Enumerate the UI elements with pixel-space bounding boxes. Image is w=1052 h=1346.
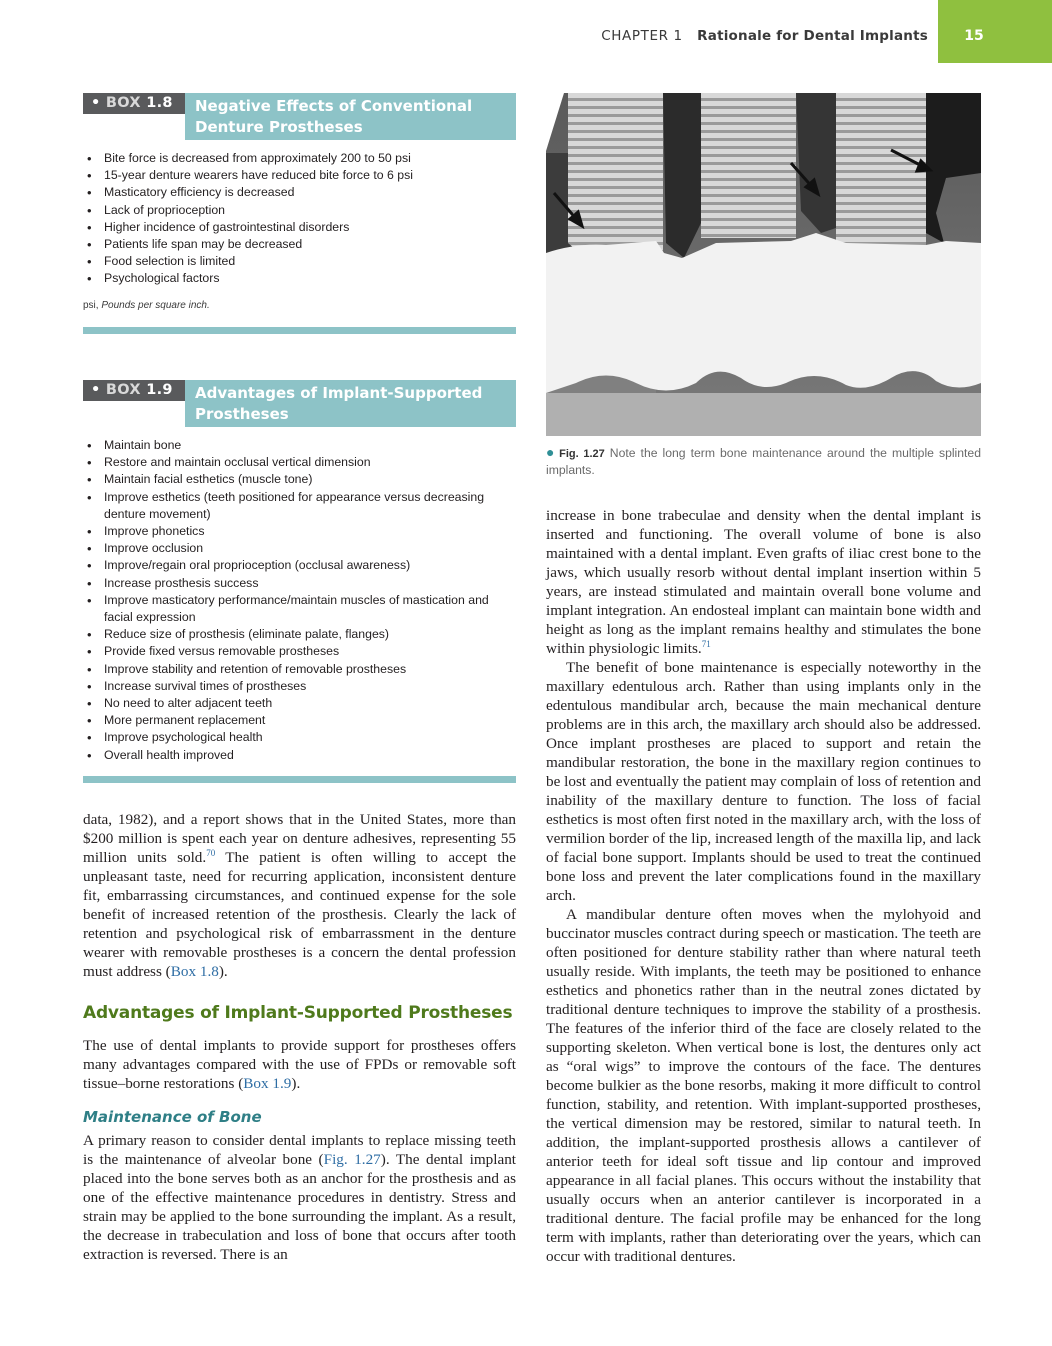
box-1-9-bottom-rule: [83, 776, 516, 783]
list-item: • Higher incidence of gastrointestinal disorders: [85, 219, 515, 236]
caption-text: Note the long term bone maintenance around the multiple splinted implants.: [546, 446, 981, 477]
box-1-8-link[interactable]: Box 1.8: [170, 963, 219, 980]
list-item: • Improve stability and retention of removable prostheses: [85, 661, 515, 678]
box-footnote: [83, 300, 210, 311]
list-item: • More permanent replacement: [85, 712, 515, 729]
figure-number: Fig. 1.27: [559, 448, 605, 460]
box-1-8-list: [85, 150, 515, 288]
list-item: • Reduce size of prosthesis (eliminate palate, flanges): [85, 626, 515, 643]
box-1-9-link[interactable]: Box 1.9: [243, 1075, 292, 1092]
box-number: 1.9: [146, 382, 173, 398]
text-run: The patient is often willing to accept the unpleasant taste, need for recurring application, inconsistent denture fit, embarrassing circumstances, and continued expense for the sole benefit of increased retention of the prosthesis. Clearly the lack of retention and psychological risk of embarrassment in the denture wearer with removable prostheses is a concern the dental profession must address (: [83, 849, 516, 980]
box-label: BOX: [105, 95, 141, 111]
list-item: • Improve occlusion: [85, 540, 515, 557]
list-item: • Overall health improved: [85, 747, 515, 764]
footnote-text: Pounds per square inch.: [101, 300, 210, 311]
box-1-9-header: [83, 380, 516, 427]
bullet-icon: •: [91, 382, 106, 398]
list-item: • Patients life span may be decreased: [85, 236, 515, 253]
page-number: 15: [964, 28, 984, 44]
text-run: data, 1982), and a report shows that in the United States, more than $200 million is spent each year on denture adhesives, representing 55 million units sold.: [83, 811, 516, 866]
text-run: The use of dental implants to provide support for prostheses offers many advantages compared with the use of FPDs or removable soft tissue–borne restorations (: [83, 1037, 516, 1092]
list-item: • Maintain facial esthetics (muscle tone): [85, 471, 515, 488]
box-tag: [83, 380, 185, 401]
right-para-2: The benefit of bone maintenance is especially noteworthy in the maxillary edentulous arch. Rather than using implants only in the edentulous mandibular arch, because the main mechanical denture problems are in this arch, the maxillary arch should also be addressed. Once implant prostheses are placed to support and retain the mandibular restoration, the bone in the maxillary region continues to be lost and eventually the patient may complain of loss of retention and inability of the maxillary denture to function. The loss of facial esthetics is most often first noted in the maxillary arch, with the loss of vermilion border of the lip, increased length of the maxilla lip, and lack of facial bone support. Implants should be used to treat the continued bone loss and prevent the later complications found in the maxillary arch.: [546, 659, 981, 904]
caption-bullet-icon: ●: [546, 444, 557, 460]
list-item: • Provide fixed versus removable prostheses: [85, 643, 515, 660]
list-item: • Increase survival times of prostheses: [85, 678, 515, 695]
running-head: [601, 28, 928, 44]
box-1-9-list: [85, 437, 515, 764]
section-heading: Advantages of Implant-Supported Prostheses: [83, 1003, 513, 1023]
box-title: Advantages of Implant-Supported Prostheses: [195, 384, 483, 423]
list-item: • Improve esthetics (teeth positioned for appearance versus decreasing denture movement): [85, 489, 515, 523]
right-column: [546, 506, 981, 1266]
left-para-2: [83, 1036, 516, 1093]
box-1-8-bottom-rule: [83, 327, 516, 334]
chapter-title: Rationale for Dental Implants: [697, 28, 928, 44]
subsection-heading: Maintenance of Bone: [83, 1108, 262, 1126]
reference-70[interactable]: 70: [206, 847, 216, 858]
list-item: • Masticatory efficiency is decreased: [85, 184, 515, 201]
text-run: ).: [218, 963, 228, 980]
radiograph-figure: [546, 93, 981, 436]
figure-caption: [546, 444, 981, 478]
list-item: • Lack of proprioception: [85, 202, 515, 219]
bullet-icon: •: [91, 95, 106, 111]
footnote-abbr: psi,: [83, 300, 99, 311]
radiograph-image: [546, 93, 981, 436]
list-item: • Improve psychological health: [85, 729, 515, 746]
list-item: • Improve/regain oral proprioception (occlusal awareness): [85, 557, 515, 574]
list-item: • Increase prosthesis success: [85, 575, 515, 592]
text-run: ). The dental implant placed into the bone serves both as an anchor for the prosthesis and as one of the effective maintenance procedures in dentistry. Stress and strain may be applied to the bone surrounding the implant. As a result, the decrease in trabeculation and loss of bone that occurs after tooth extraction is reversed. There is an: [83, 1151, 517, 1263]
list-item: • Restore and maintain occlusal vertical dimension: [85, 454, 515, 471]
text-run: increase in bone trabeculae and density when the dental implant is inserted and functioning. The overall volume of bone is also maintained with a dental implant. Even grafts of iliac crest bone to the jaws, which usually resorb without dental implant insertion within 5 years, are instead stimulated and maintain overall bone volume and implant integration. An endosteal implant can maintain bone width and height as long as the implant remains healthy and stimulates the bone within physiologic limits.: [546, 507, 981, 657]
box-number: 1.8: [146, 95, 173, 111]
right-para-1: [546, 506, 981, 658]
page-number-tab: [938, 0, 1052, 63]
box-tag: [83, 93, 185, 114]
list-item: • Psychological factors: [85, 270, 515, 287]
list-item: • 15-year denture wearers have reduced bite force to 6 psi: [85, 167, 515, 184]
text-run: ).: [291, 1075, 301, 1092]
box-label: BOX: [105, 382, 141, 398]
list-item: • No need to alter adjacent teeth: [85, 695, 515, 712]
right-para-3: A mandibular denture often moves when the mylohyoid and buccinator muscles contract during speech or mastication. The teeth are often positioned for denture stability rather than where natural teeth usually reside. With implants, the teeth may be positioned to enhance esthetics and phonetics rather than in the neutral zones dictated by traditional denture techniques to improve the stability of a prosthesis. The features of the inferior third of the face are closely related to the supporting skeleton. When vertical bone is lost, the dentures only act as “oral wigs” to improve the contours of the face. The dentures become bulkier as the bone resorbs, making it more difficult to control function, stability, and retention. With implant-supported prostheses, the vertical dimension may be restored, similar to natural teeth. In addition, the implant-supported prosthesis allows a cantilever of anterior teeth for ideal soft tissue and lip contour and improved appearance in all facial planes. This occurs without the instability that usually occurs when an anterior cantilever is incorporated in a traditional denture. The facial profile may be enhanced for the long term with implants, rather than deteriorating over the years, which can occur with traditional dentures.: [546, 906, 981, 1265]
list-item: • Improve phonetics: [85, 523, 515, 540]
list-item: • Food selection is limited: [85, 253, 515, 270]
left-para-3: [83, 1131, 516, 1264]
fig-1-27-link[interactable]: Fig. 1.27: [323, 1151, 381, 1168]
chapter-label: CHAPTER 1: [601, 28, 683, 44]
list-item: • Improve masticatory performance/maintain muscles of mastication and facial expression: [85, 592, 515, 626]
list-item: • Bite force is decreased from approximately 200 to 50 psi: [85, 150, 515, 167]
box-title: Negative Effects of Conventional Denture Prostheses: [195, 97, 473, 136]
box-1-8-header: [83, 93, 516, 140]
left-para-1: [83, 810, 516, 981]
reference-71[interactable]: 71: [701, 638, 711, 649]
text-run: A primary reason to consider dental implants to replace missing teeth is the maintenance of alveolar bone (: [83, 1132, 516, 1168]
list-item: • Maintain bone: [85, 437, 515, 454]
